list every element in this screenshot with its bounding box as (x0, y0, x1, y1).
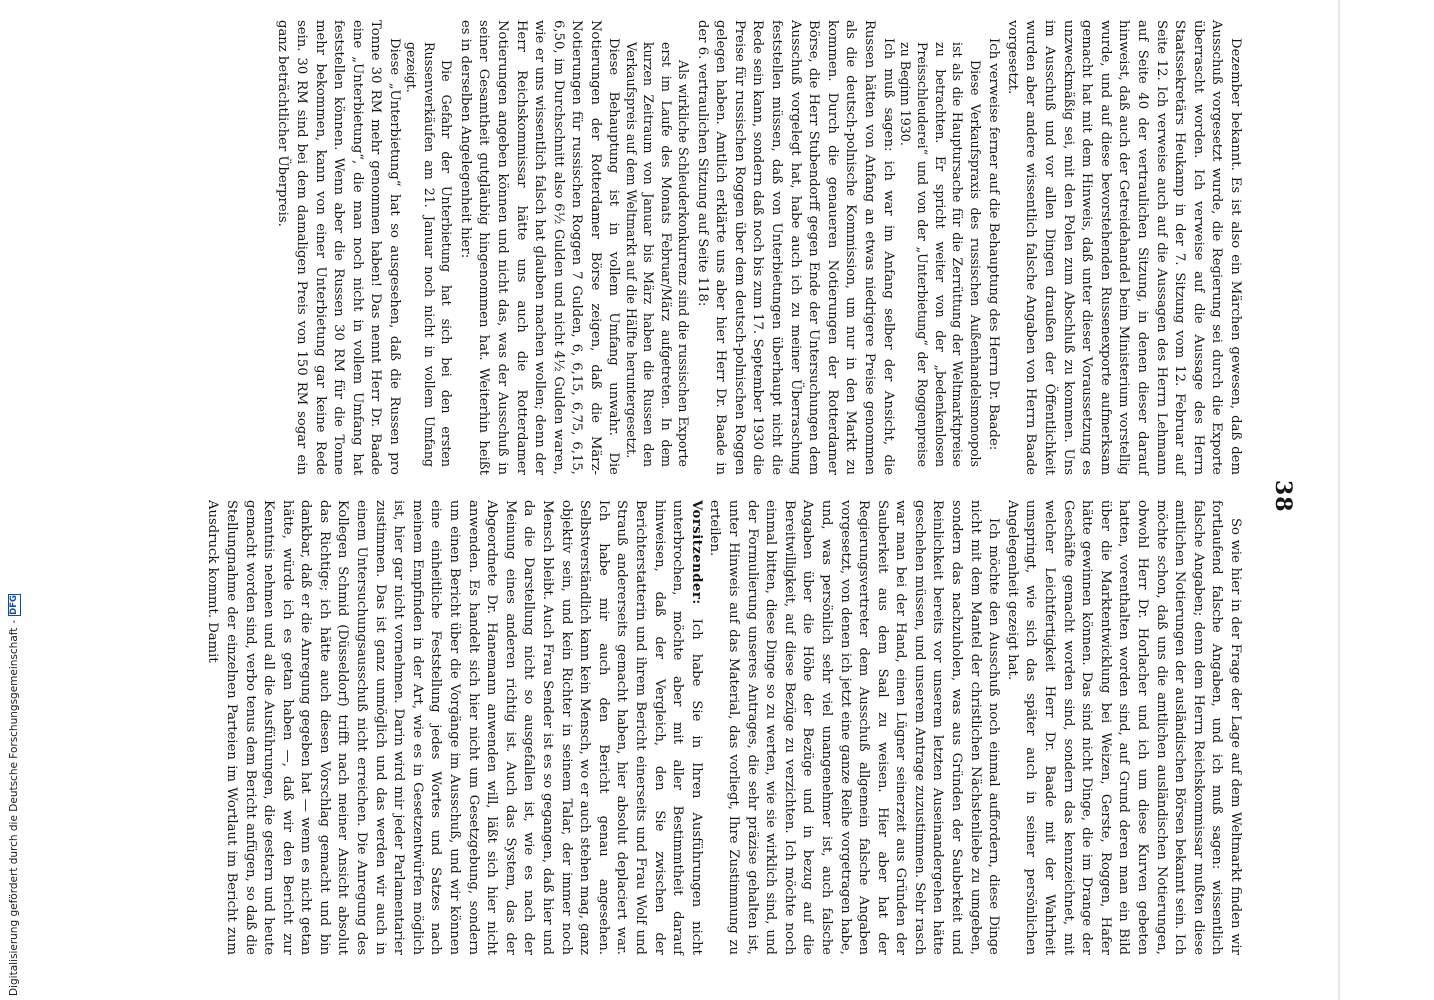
speaker-name: Vorsitzender: (688, 500, 704, 605)
dfg-logo-icon: DFG (8, 594, 19, 615)
body-paragraph: Ich verweise ferner auf die Behauptung des Herrn Dr. Baade: (986, 38, 1002, 451)
body-paragraph: Dezember bekannt. Es ist also ein Märchen gewesen, daß dem Ausschuß vorgesetzt wurde, die Regierung sei durch die Exporte überrascht worden. Ich verweise auf die Aussage des Herrn Staatssekretärs Heukamp in der 7. Sitzung vom 12. Februar auf Seite 12. Ich verweise auch auf die Aussagen des Herrn Lehmann auf Seite 40 der vertraulichen Sitzung, in denen dieser darauf hinweist, daß auch der Getreidehandel beim Ministerium vorstellig wurde, und auf diese bevorstehenden Russenexporte aufmerksam gemacht hat mit dem Hinweis, daß unter dieser Voraussetzung es unzweckmäßig sei, mit den Polen zum Abschluß zu kommen. Uns im Ausschuß und vor allen Dingen draußen der Öffentlichkeit wurden aber andere wissentlich falsche Angaben von Herrn Baade vorgesetzt. (1004, 20, 1243, 475)
rotated-document-page (134, 0, 1314, 1000)
right-text-column (203, 500, 1244, 955)
speaker-paragraph (203, 500, 705, 955)
quoted-paragraph: Als wirkliche Schleuderkonkurrenz sind die russischen Exporte erst im Laufe des Monats Februar/März aufgetreten. In dem kurzen Zeitraum von Januar bis März haben die Russen den Verkaufspreis auf dem Weltmarkt auf die Hälfte heruntergesetzt. (623, 42, 692, 467)
body-paragraph: Diese Behauptung ist in vollem Umfang unwahr. Die Notierungen der Rotterdamer Börse zeigen, daß die März-Notierungen für russischen Roggen 7 Gulden, 6, 6,15, 6,75, 6,15, 6,50, im Durchschnitt also 6½ Gulden und nicht 4½ Gulden waren, wie er uns wissentlich falsch hat glauben machen wollen; denn der Herr Reichskommissar hätte uns auch die Rotterdamer Notierungen angeben können und nicht das, was der Ausschuß in seiner Gesamtheit gutgläubig hingenommen hat. Weiterhin heißt es in derselben Angelegenheit hier: (457, 20, 622, 475)
credit-text: Digitalisierung gefördert durch die Deutsche Forschungsgemeinschaft (8, 627, 20, 996)
body-paragraph: Diese „Unterbietung“ hat so ausgesehen, daß die Russen pro Tonne 30 RM mehr genommen haben! Das nennt Herr Dr. Baade eine „Unterbietung“, die man noch nicht in vollem Umfang hat feststellen können. Wenn aber die Russen 30 RM für die Tonne mehr bekommen, kann von einer Unterbietung gar keine Rede sein. 30 RM sind bei dem damaligen Preis von 150 RM sogar ein ganz beträchtlicher Überpreis. (275, 20, 402, 475)
left-text-column (273, 20, 1244, 475)
quoted-paragraph: Diese Verkaufspraxis des russischen Außenhandelsmonopols ist als die Hauptursache für die Zerrüttung der Weltmarktpreise zu betrachten. Er spricht weiter von der „bedenkenlosen Preisschleuderei“ und von der „Unterbietung“ der Roggenpreise zu Beginn 1930. (898, 42, 983, 467)
body-paragraph: So wie hier in der Frage der Lage auf dem Weltmarkt finden wir fortlaufend falsche Angaben, und ich muß sagen: wissentlich falsche Angaben; denn dem Herrn Reichskommissar mußten diese amtlichen Notierungen der ausländischen Börsen bekannt sein. Ich möchte schon, daß uns die amtlichen ausländischen Notierungen, obwohl Herr Dr. Horlacher und ich um diese Kurven gebeten hatten, vorenthalten worden sind, auf Grund deren man ein Bild über die Marktentwicklung bei Weizen, Gerste, Roggen, Hafer hätte gewinnen können. Das sind nicht Dinge, die im Drange der Geschäfte gemacht worden sind, sondern das kennzeichnet, mit welcher Leichtfertigkeit Herr Dr. Baade mit der Wahrheit umspringt, wie sich das später auch in seiner persönlichen Angelegenheit gezeigt hat. (1004, 500, 1243, 955)
body-paragraph: Ich möchte den Ausschuß noch einmal auffordern, diese Dinge nicht mit dem Mantel der christlichen Nächstenliebe zu umgeben, sondern das nachzuholen, was aus Gründen der Sauberkeit und Reinlichkeit bereits vor unserem letzten Auseinandergehen hätte geschehen müssen, und unserem Antrage zuzustimmen. Sehr rasch war man bei der Hand, einen Lügner seinerzeit aus Gründen der Sauberkeit aus dem Saal zu weisen. Hier aber hat der Regierungsvertreter dem Ausschuß allgemein falsche Angaben vorgesetzt, von denen ich jetzt eine ganze Reihe vorgetragen habe, und, was persönlich sehr viel unangenehmer ist, auch falsche Angaben über die Höhe der Bezüge und in bezug auf die Bereitwilligkeit, auf diese Bezüge zu verzichten. Ich möchte noch einmal bitten, diese Dinge so zu werten, wie sie wirklich sind, und der Formulierung unseres Antrages, die sehr präzise gehalten ist, unter Hinweis auf das Material, das vorliegt, Ihre Zustimmung zu erteilen. (707, 500, 1002, 955)
credit-separator: - (8, 619, 20, 624)
digitization-credit (6, 596, 22, 996)
speaker-text: Ich habe Sie in Ihren Ausführungen nicht unterbrochen, möchte aber mit aller Bestimmtheit darauf hinweisen, daß der Vergleich, den Sie zwischen der Berichterstatterin und ihrem Bericht einerseits und Frau Wolf und Strauß andererseits gemacht haben, hier absolut deplaciert war. Ich habe mir auch den Bericht genau angesehen. Selbstverständlich kann kein Mensch, wo er auch stehen mag, ganz objektiv sein, und kein Richter in seinem Talar, der immer noch Mensch bleibt. Auch Frau Sender ist es so gegangen, daß hier und da die Darstellung nicht so ausgefallen ist, wie es nach der Meinung eines anderen richtig ist. Auch das System, das der Abgeordnete Dr. Hanemann anwenden will, läßt sich hier nicht anwenden. Es handelt sich hier nicht um Gesetzgebung, sondern um einen Bericht über die Vorgänge im Ausschuß, und wir können eine einheitliche Feststellung jedes Wortes und Satzes nach meinem Empfinden in der Art, wie es in Gesetzentwürfen möglich ist, hier gar nicht vornehmen. Darin wird mir jeder Parlamentarier zustimmen. Das ist ganz unmöglich und das werden wir auch in einem Untersuchungsausschuß nicht erreichen. Die Anregung des Kollegen Schmid (Düsseldorf) trifft nach meiner Ansicht absolut das Richtige; ich hätte auch diesen Vorschlag gemacht und bin dankbar, daß er die Anregung gegeben hat — wenn es nicht getan hätte, würde ich es getan haben —, daß wir den Bericht zur Kenntnis nehmen und all die Ausführungen, die gestern und heute gemacht worden sind, verbo tenus dem Bericht anfügen, so daß die Stellungnahme der einzelnen Parteien im Wortlaut im Bericht zum Ausdruck kommt. Damit (205, 500, 704, 955)
quoted-paragraph: Die Gefahr der Unterbietung hat sich bei den ersten Russenverkäufen am 21. Januar noch nicht in vollem Umfang gezeigt. (404, 42, 455, 467)
scan-edge-divider (1338, 0, 1340, 1000)
body-paragraph: Ich muß sagen: ich war im Anfang selber der Ansicht, die Russen hätten von Anfang an etwas niedrigere Preise genommen als die deutsch-polnische Kommission, um nur in den Markt zu kommen. Durch die genaueren Notierungen der Rotterdamer Börse, die Herr Stubendorff gegen Ende der Untersuchungen dem Ausschuß vorgelegt hat, habe auch ich zu meiner Überraschung feststellen müssen, daß von Unterbietungen überhaupt nicht die Rede sein kann, sondern daß noch bis zum 17. September 1930 die Preise für russischen Roggen über dem deutsch-polnischen Roggen gelegen haben. Amtlich erklärte uns aber hier Herr Dr. Baade in der 6. vertraulichen Sitzung auf Seite 118: (694, 20, 896, 475)
page-number: 38 (1270, 480, 1296, 513)
